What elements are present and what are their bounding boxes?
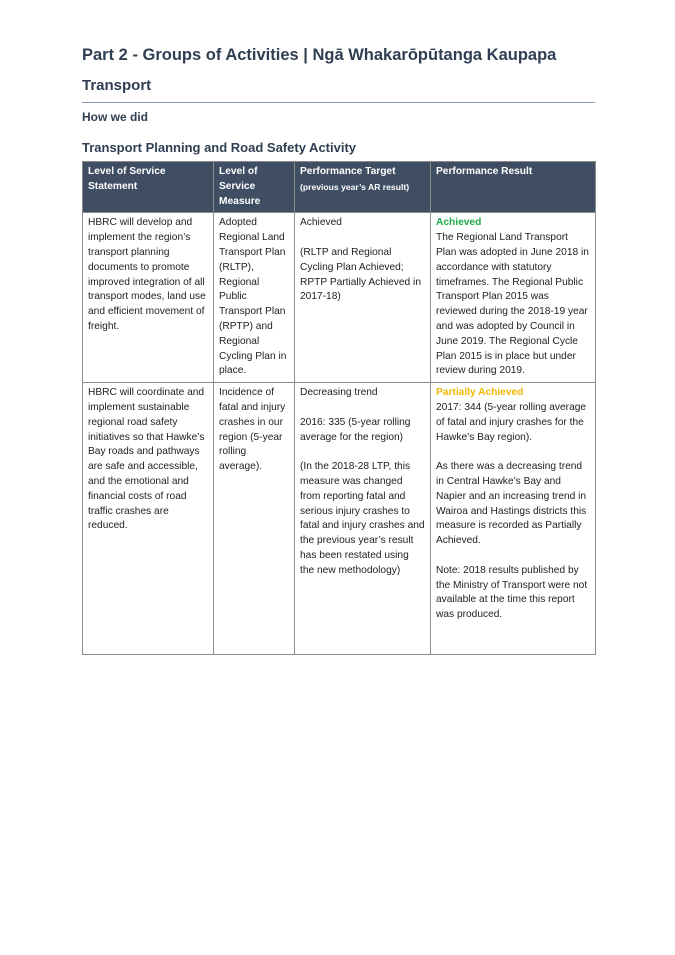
target-text: Achieved — [300, 217, 342, 229]
statement-cell — [83, 383, 214, 655]
result-status-badge: Partially Achieved — [436, 387, 524, 399]
result-note: Note: 2018 results published by the Ministry of Transport were not available at the time this report was produced. — [436, 564, 588, 621]
target-value: 2016: 335 (5-year rolling average for the region) — [300, 416, 411, 443]
document-page — [82, 44, 595, 655]
column-header-label: Performance Result — [436, 166, 533, 177]
table-header-row — [83, 162, 596, 213]
statement-text: HBRC will develop and implement the region’s transport planning documents to promote improved integration of all transport modes, land use and efficient movement of freight. — [88, 217, 206, 332]
target-note: (RLTP and Regional Cycling Plan Achieved; RPTP Partially Achieved in 2017-18) — [300, 246, 421, 303]
column-header-sublabel: (previous year’s AR result) — [300, 181, 410, 192]
measure-text: Adopted Regional Land Transport Plan (RLTP), Regional Public Transport Plan (RPTP) and Regional Cycling Plan in place. — [219, 217, 287, 377]
table-row — [83, 213, 596, 383]
performance-table — [82, 161, 596, 655]
target-cell — [295, 213, 431, 383]
result-explanation: As there was a decreasing trend in Central Hawke’s Bay and Napier and an increasing trend in Wairoa and Hastings districts this measure is recorded as Partially Achieved. — [436, 461, 587, 547]
measure-text: Incidence of fatal and injury crashes in our region (5-year rolling average). — [219, 387, 286, 473]
result-status-badge: Achieved — [436, 217, 482, 229]
column-header — [214, 162, 295, 213]
result-cell — [431, 383, 596, 655]
column-header — [83, 162, 214, 213]
column-header-label: Performance Target — [300, 166, 396, 177]
target-note: (In the 2018-28 LTP, this measure was changed from reporting fatal and serious injury crashes to fatal and injury crashes and the previous year’s result has been restated using the new methodology) — [300, 461, 425, 576]
column-header — [431, 162, 596, 213]
table-row — [83, 383, 596, 655]
part-title: Part 2 - Groups of Activities | Ngā Whakarōpūtanga Kaupapa — [82, 46, 557, 64]
column-header-label: Level of Service Statement — [88, 166, 166, 192]
statement-cell — [83, 213, 214, 383]
measure-cell — [214, 213, 295, 383]
activity-title: Transport Planning and Road Safety Activity — [82, 140, 357, 155]
column-header-label: Level of Service Measure — [219, 166, 261, 207]
result-text: 2017: 344 (5-year rolling average of fatal and injury crashes for the Hawke’s Bay region). — [436, 401, 587, 443]
target-cell — [295, 383, 431, 655]
statement-text: HBRC will coordinate and implement sustainable regional road safety initiatives so that Hawke’s Bay roads and pathways are safe and accessible, and the emotional and financial costs of road traffic crashes are reduced. — [88, 387, 205, 532]
column-header — [295, 162, 431, 213]
section-title: Transport — [82, 77, 152, 94]
result-text: The Regional Land Transport Plan was adopted in June 2018 in accordance with statutory timeframes. The Regional Public Transport Plan 2015 was reviewed during the 2018-19 year and was adopted by Council in June 2019. The Regional Cycle Plan 2015 is in place but under review during 2019. — [436, 232, 589, 377]
subheading: How we did — [82, 110, 148, 124]
result-cell — [431, 213, 596, 383]
measure-cell — [214, 383, 295, 655]
target-text: Decreasing trend — [300, 387, 378, 399]
section-divider — [82, 102, 595, 103]
